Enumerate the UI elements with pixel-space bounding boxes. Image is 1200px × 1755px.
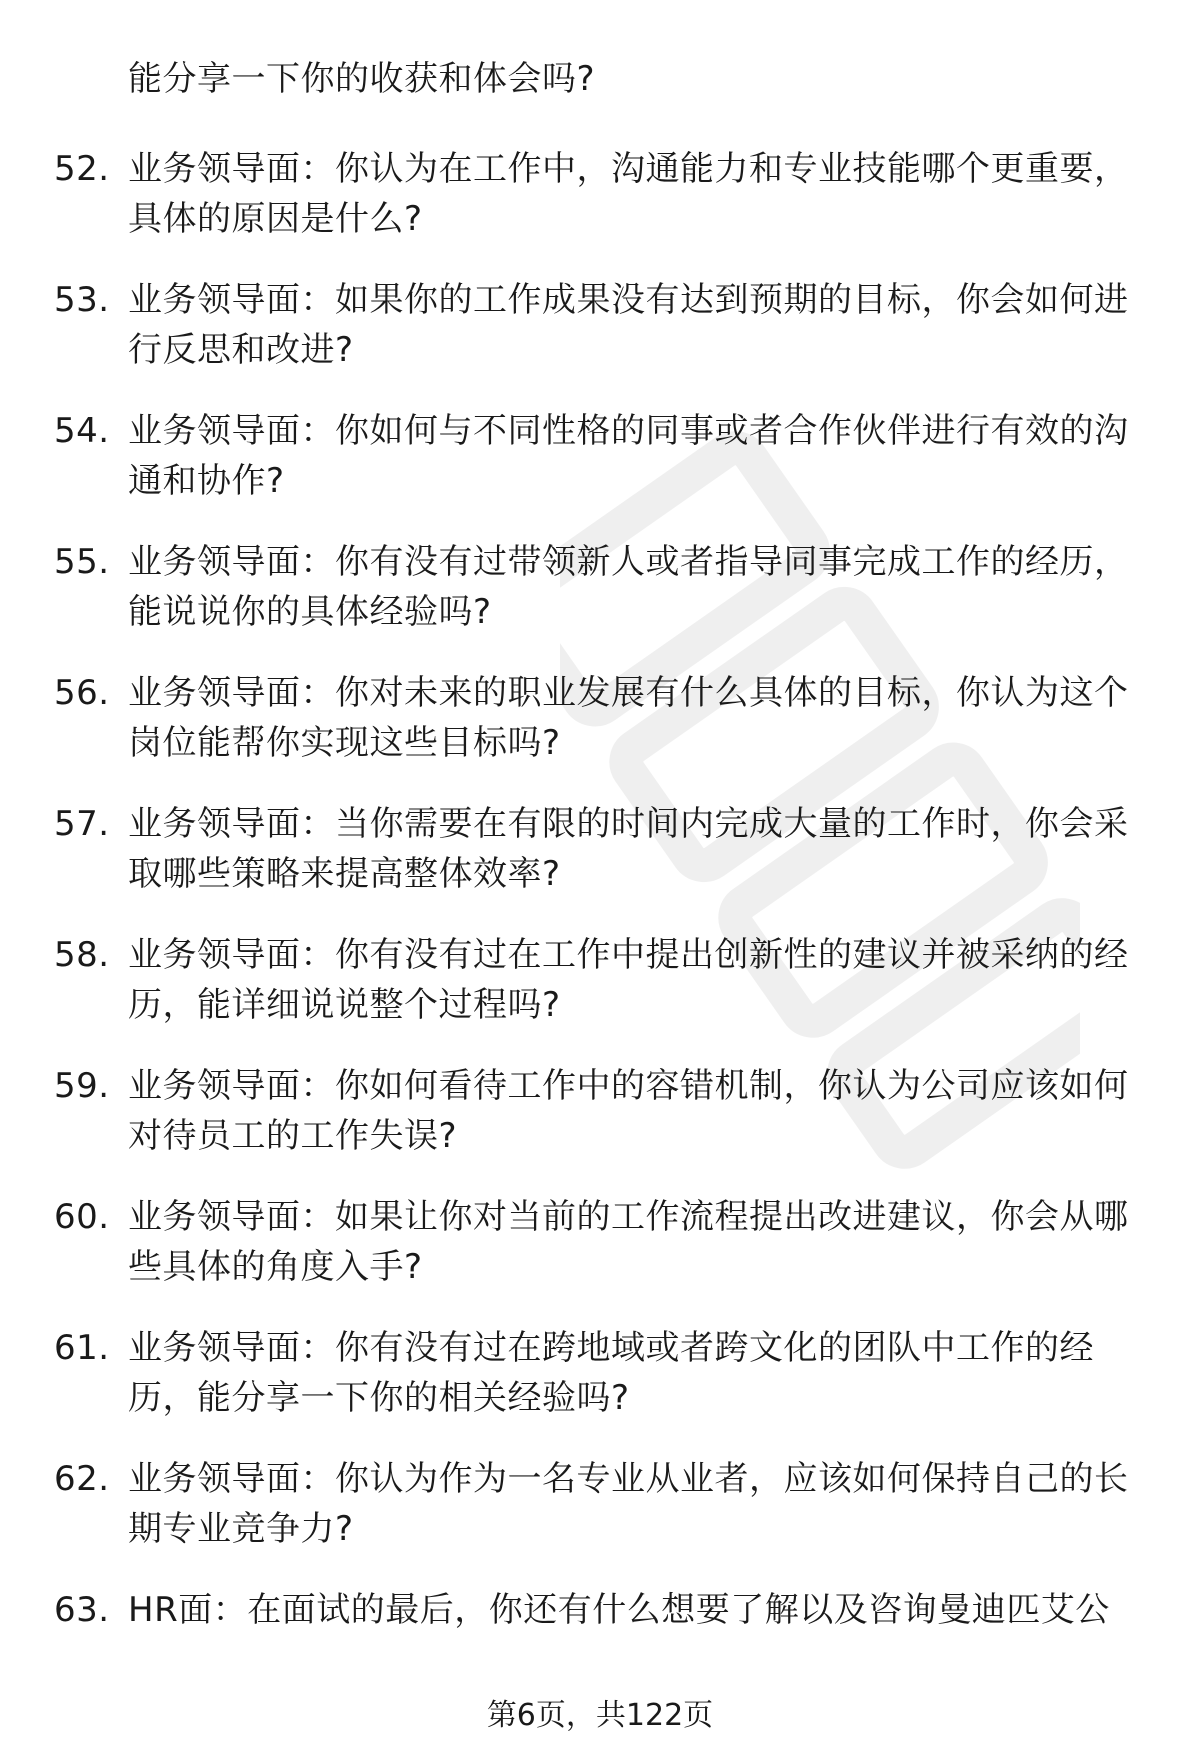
question-item: [0, 1323, 1200, 1454]
question-number: 59.: [54, 1066, 110, 1106]
question-item: [0, 930, 1200, 1061]
question-number: 52.: [54, 149, 110, 189]
question-number: 57.: [54, 804, 110, 844]
question-number: 58.: [54, 935, 110, 975]
question-item: [0, 1454, 1200, 1585]
question-text: 业务领导面：你认为作为一名专业从业者，应该如何保持自己的长期专业竞争力?: [128, 1459, 1129, 1549]
question-number: 54.: [54, 411, 110, 451]
question-text: 业务领导面：当你需要在有限的时间内完成大量的工作时，你会采取哪些策略来提高整体效率?: [128, 804, 1129, 894]
question-text: 业务领导面：如果你的工作成果没有达到预期的目标，你会如何进行反思和改进?: [128, 280, 1129, 370]
question-item: [0, 275, 1200, 406]
question-number: 53.: [54, 280, 110, 320]
question-item: [0, 537, 1200, 668]
question-text: 业务领导面：你如何看待工作中的容错机制，你认为公司应该如何对待员工的工作失误?: [128, 1066, 1129, 1156]
question-number: 62.: [54, 1459, 110, 1499]
continuation-text: 能分享一下你的收获和体会吗?: [128, 59, 596, 99]
question-list: [0, 144, 1200, 1716]
question-text: 业务领导面：你有没有过在工作中提出创新性的建议并被采纳的经历，能详细说说整个过程吗?: [128, 935, 1129, 1025]
question-number: 60.: [54, 1197, 110, 1237]
question-text: 业务领导面：你对未来的职业发展有什么具体的目标，你认为这个岗位能帮你实现这些目标吗?: [128, 673, 1129, 763]
question-number: 61.: [54, 1328, 110, 1368]
question-text: 业务领导面：你如何与不同性格的同事或者合作伙伴进行有效的沟通和协作?: [128, 411, 1129, 501]
page-footer: 第6页，共122页: [486, 1698, 714, 1733]
question-item: [0, 1061, 1200, 1192]
question-item: [0, 406, 1200, 537]
question-text: 业务领导面：你有没有过在跨地域或者跨文化的团队中工作的经历，能分享一下你的相关经验吗?: [128, 1328, 1094, 1418]
question-text: 业务领导面：你认为在工作中，沟通能力和专业技能哪个更重要，具体的原因是什么?: [128, 149, 1129, 239]
question-text: HR面：在面试的最后，你还有什么想要了解以及咨询曼迪匹艾公: [128, 1590, 1110, 1630]
question-number: 55.: [54, 542, 110, 582]
question-item: [0, 799, 1200, 930]
question-text: 业务领导面：你有没有过带领新人或者指导同事完成工作的经历，能说说你的具体经验吗?: [128, 542, 1129, 632]
question-number: 56.: [54, 673, 110, 713]
question-item: [0, 668, 1200, 799]
question-number: 63.: [54, 1590, 110, 1630]
question-text: 业务领导面：如果让你对当前的工作流程提出改进建议，你会从哪些具体的角度入手?: [128, 1197, 1129, 1287]
question-item: [0, 1192, 1200, 1323]
question-item: [0, 144, 1200, 275]
